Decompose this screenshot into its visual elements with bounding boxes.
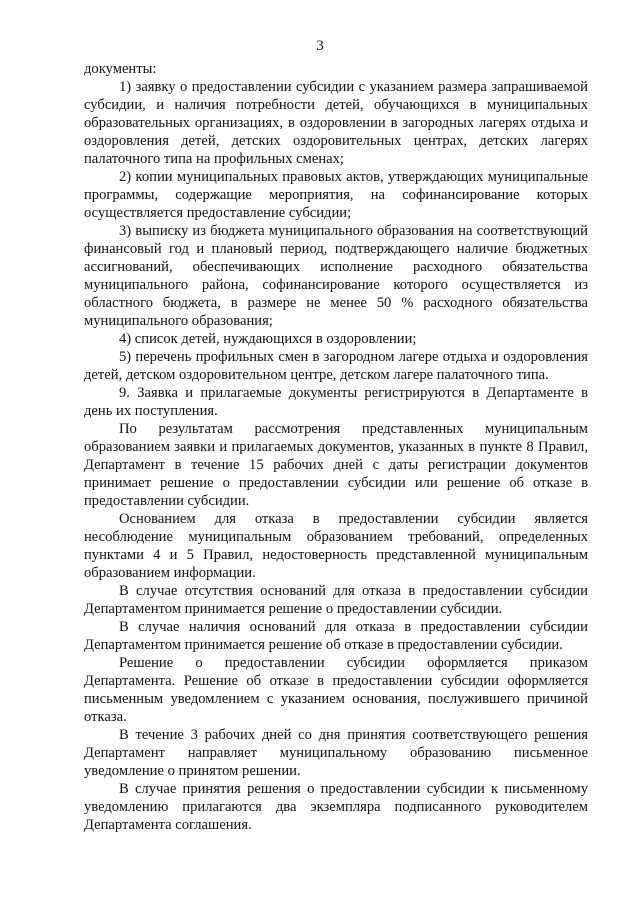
paragraph-review-results: По результатам рассмотрения представленных муниципальным образованием заявки и прилагаемых документов, указанных в пункте 8 Правил, Департамент в течение 15 рабочих дней с даты регистрации документов принимает решение о предоставлении субсидии или решение об отказе в предоставлении субсидии. (84, 421, 588, 509)
paragraph-notification-term: В течение 3 рабочих дней со дня принятия соответствующего решения Департамент направляет муниципальному образованию письменное уведомление о принятом решении. (84, 727, 588, 779)
paragraph-decision-form: Решение о предоставлении субсидии оформляется приказом Департамента. Решение об отказе в предоставлении субсидии оформляется письменным уведомлением с указанием основания, послужившего причиной отказа. (84, 655, 588, 725)
page-number: 3 (316, 38, 324, 54)
list-item-4: 4) список детей, нуждающихся в оздоровлении; (119, 331, 417, 347)
paragraph-no-grounds: В случае отсутствия оснований для отказа в предоставлении субсидии Департаментом принимается решение о предоставлении субсидии. (84, 583, 588, 617)
paragraph-section-9: 9. Заявка и прилагаемые документы регистрируются в Департаменте в день их поступления. (84, 385, 588, 419)
list-item-5: 5) перечень профильных смен в загородном лагере отдыха и оздоровления детей, детском оздоровительном центре, детском лагере палаточного типа. (84, 349, 588, 383)
list-item-3: 3) выписку из бюджета муниципального образования на соответствующий финансовый год и плановый период, подтверждающего наличие бюджетных ассигнований, обеспечивающих исполнение расходного обязательства муниципального района, софинансирование которого осуществляется из областного бюджета, в размере не менее 50 % расходного обязательства муниципального образования; (84, 223, 588, 329)
paragraph-refusal-grounds: Основанием для отказа в предоставлении субсидии является несоблюдение муниципальным образованием требований, определенных пунктами 4 и 5 Правил, недостоверность представленной муниципальным образованием информации. (84, 511, 588, 581)
paragraph-agreement-copies: В случае принятия решения о предоставлении субсидии к письменному уведомлению прилагаются два экземпляра подписанного руководителем Департамента соглашения. (84, 781, 588, 833)
paragraph-documents-intro: документы: (84, 61, 157, 77)
paragraph-grounds-present: В случае наличия оснований для отказа в предоставлении субсидии Департаментом принимается решение об отказе в предоставлении субсидии. (84, 619, 588, 653)
list-item-1: 1) заявку о предоставлении субсидии с указанием размера запрашиваемой субсидии, и наличия потребности детей, обучающихся в муниципальных образовательных организациях, в оздоровлении в загородных лагерях отдыха и оздоровления детей, детских оздоровительных центрах, детских лагерях палаточного типа на профильных сменах; (84, 79, 588, 167)
list-item-2: 2) копии муниципальных правовых актов, утверждающих муниципальные программы, содержащие мероприятия, на софинансирование которых осуществляется предоставление субсидии; (84, 169, 588, 221)
document-body (84, 60, 588, 834)
